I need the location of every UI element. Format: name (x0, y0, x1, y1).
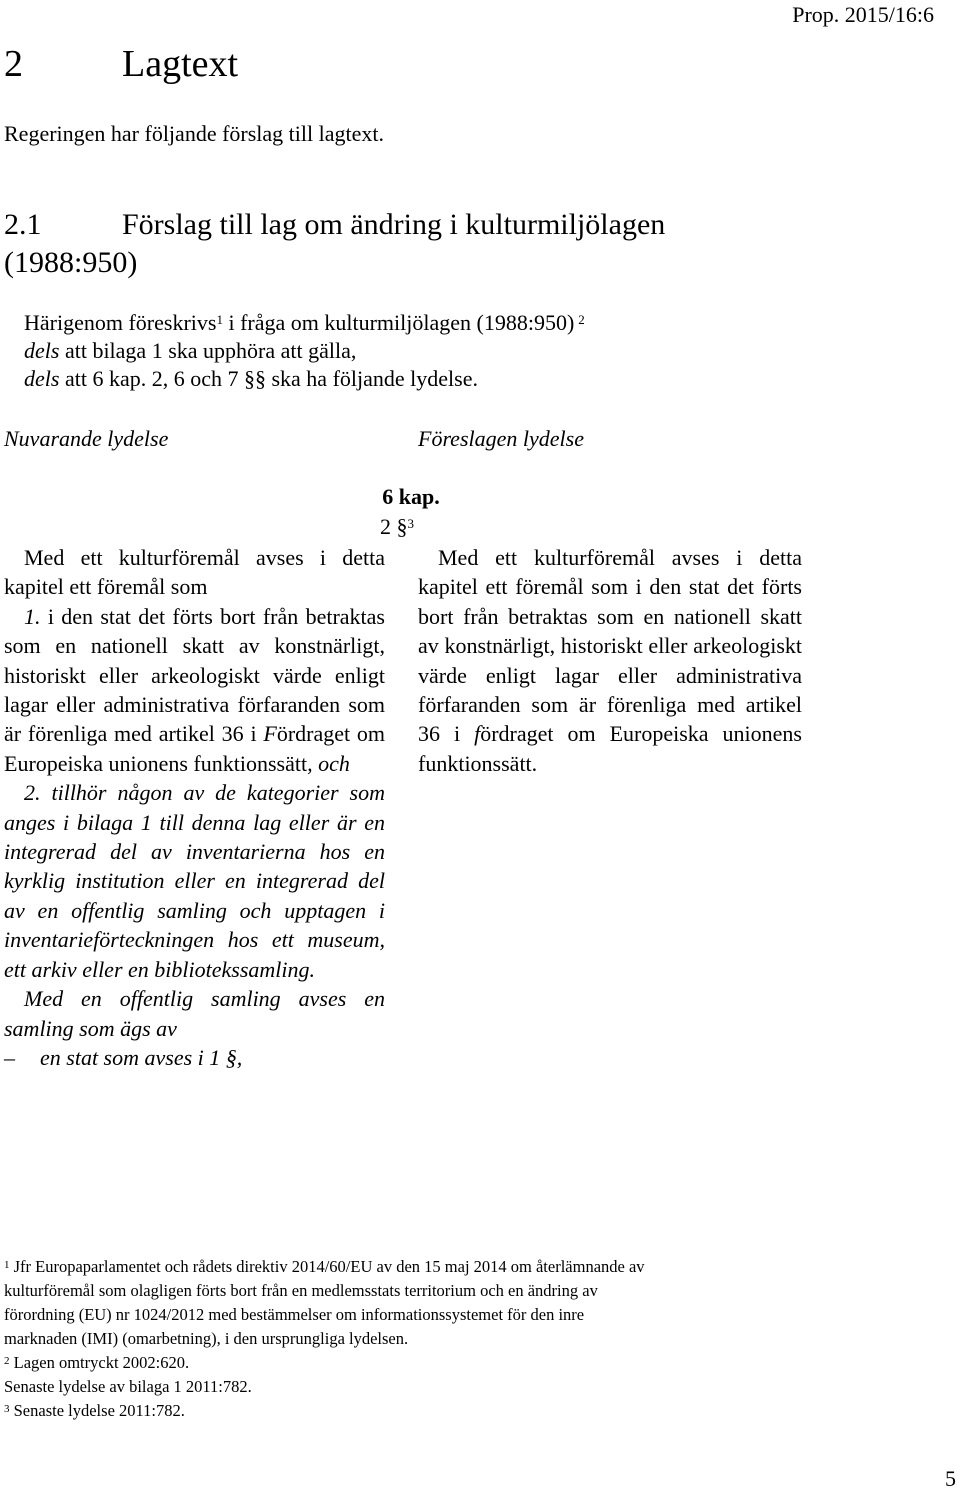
item-text-italic: Med en offentlig samling avses en samling som ägs av (4, 986, 385, 1041)
chapter-heading (4, 42, 238, 86)
footnote-text: Lagen omtryckt 2002:620. (9, 1353, 190, 1372)
current-p2 (4, 602, 385, 778)
running-head: Prop. 2015/16:6 (792, 2, 934, 27)
footnote-1 (4, 1255, 824, 1279)
footnote-number: 3 (4, 1403, 10, 1415)
intro-text: Regeringen har följande förslag till lagtext. (4, 121, 384, 146)
changed-letter: F (263, 721, 277, 747)
preamble-text: Härigenom föreskrivs (24, 310, 217, 335)
item-text-italic: 2. tillhör någon av de kategorier som anges i bilaga 1 till denna lag eller är en integrerad del av inventarierna hos en kyrklig institution eller en integrerad del av en offentlig samling och upptagen i inventarieförteckningen hos ett museum, ett arkiv eller en bibliotekssamling. (4, 780, 385, 982)
dash: – (4, 1044, 15, 1070)
item-text-italic: en stat som avses i 1 §, (40, 1044, 243, 1070)
footnote-2-cont: Senaste lydelse av bilaga 1 2011:782. (4, 1377, 252, 1396)
current-column-heading: Nuvarande lydelse (4, 426, 169, 451)
current-p3 (4, 778, 385, 984)
proposed-column-heading: Föreslagen lydelse (418, 426, 584, 451)
proposed-text: ördraget om Europeiska unionens funktionssätt. (418, 721, 802, 776)
item-text: i den stat det förts bort från betraktas som en nationell skatt av konstnärligt, historiskt eller arkeologiskt värde enligt lagar eller administrativa förfaranden som är förenliga med artikel 36 i (4, 603, 385, 747)
footnote-3 (4, 1399, 824, 1423)
section-title-line2: (1988:950) (4, 246, 138, 279)
footnote-number: 1 (4, 1259, 10, 1271)
item-number: 1. (24, 603, 41, 629)
preamble (24, 309, 585, 393)
footnote-text: Senaste lydelse 2011:782. (9, 1401, 185, 1420)
preamble-line-1 (24, 309, 585, 337)
footnote-text: Jfr Europaparlamentet och rådets direktiv 2014/60/EU av den 15 maj 2014 om återlämnande av (9, 1257, 645, 1276)
section-number: 2.1 (4, 208, 42, 241)
footnote-2 (4, 1351, 824, 1375)
footnote-1-cont: kulturföremål som olagligen förts bort från en medlemsstats territorium och en ändring av (4, 1281, 598, 1300)
footnote-1-cont: förordning (EU) nr 1024/2012 med bestämmelser om informationssystemet för den inre (4, 1305, 585, 1324)
chapter-title: Lagtext (122, 43, 239, 85)
preamble-emphasis: dels (24, 366, 60, 391)
footnote-1-cont: marknaden (IMI) (omarbetning), i den ursprungliga lydelsen. (4, 1329, 409, 1348)
preamble-text: i fråga om kulturmiljölagen (1988:950) (222, 310, 575, 335)
item-text-italic: , och (307, 750, 350, 776)
chapter-number: 2 (4, 43, 23, 85)
current-p4 (4, 984, 385, 1043)
proposed-p1 (418, 543, 802, 778)
proposed-text-column (418, 543, 802, 778)
current-text-column (4, 543, 385, 1072)
footnotes (4, 1255, 824, 1423)
section-heading (4, 206, 665, 282)
chapter-label: 6 kap. (382, 484, 440, 509)
current-p5 (4, 1043, 385, 1072)
footnote-number: 2 (4, 1355, 10, 1367)
preamble-text: att bilaga 1 ska upphöra att gälla, (59, 338, 357, 363)
preamble-text: att 6 kap. 2, 6 och 7 §§ ska ha följande lydelse. (59, 366, 478, 391)
proposed-text: Med ett kulturföremål avses i detta kapitel ett föremål som i den stat det förts bort från betraktas som en nationell skatt av konstnärligt, historiskt eller arkeologiskt värde enligt lagar eller administrativa förfaranden som är förenliga med artikel 36 i (418, 545, 802, 747)
changed-letter: f (474, 721, 481, 747)
current-p1: Med ett kulturföremål avses i detta kapitel ett föremål som (4, 545, 385, 600)
paragraph-label (0, 513, 794, 541)
footnote-ref-3[interactable]: 3 (407, 516, 414, 531)
section-title-line1: Förslag till lag om ändring i kulturmiljölagen (122, 208, 666, 241)
page-number: 5 (945, 1466, 956, 1491)
footnote-ref-2[interactable]: 2 (578, 312, 585, 327)
preamble-line-2 (24, 337, 585, 365)
paragraph-number: 2 § (380, 514, 408, 539)
footnote-ref-1[interactable]: 1 (216, 312, 223, 327)
preamble-emphasis: dels (24, 338, 60, 363)
preamble-line-3 (24, 365, 585, 393)
item-text: ördraget om Europeiska unionens funktionssätt (4, 721, 385, 776)
